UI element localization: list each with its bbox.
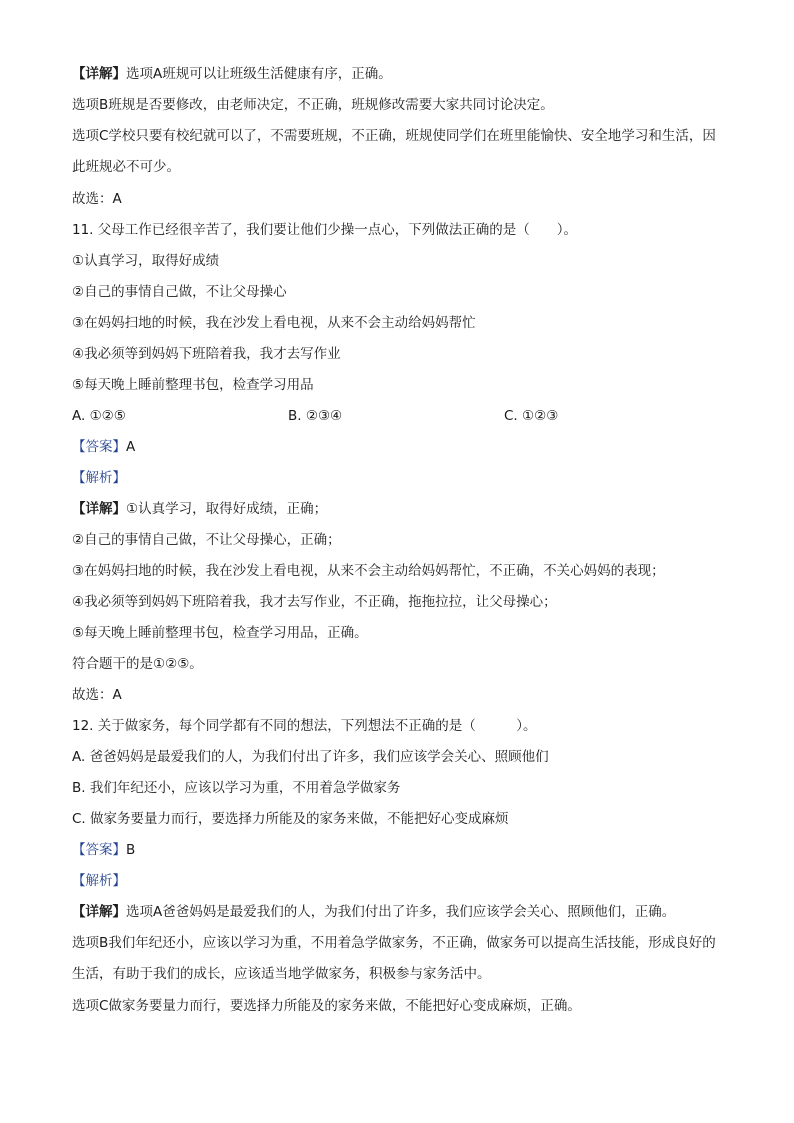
q11-analysis-tag: 【解析】 xyxy=(72,470,126,486)
q12-option-b: B. 我们年纪还小，应该以学习为重，不用着急学做家务 xyxy=(72,780,401,796)
q12-detail-a-text: 选项A爸爸妈妈是最爱我们的人，为我们付出了许多，我们应该学会关心、照顾他们，正确。 xyxy=(126,904,676,920)
q11-answer-value: A xyxy=(126,439,136,455)
q12-option-c: C. 做家务要量力而行，要选择力所能及的家务来做，不能把好心变成麻烦 xyxy=(72,811,509,827)
q12-detail-c: 选项C做家务要量力而行，要选择力所能及的家务来做，不能把好心变成麻烦，正确。 xyxy=(72,998,581,1014)
q11-analysis xyxy=(72,468,722,488)
q11-summary: 符合题干的是①②⑤。 xyxy=(72,656,203,672)
q12-answer xyxy=(72,840,722,860)
q11-choice: 故选：A xyxy=(72,687,122,703)
q11-item-3: ③在妈妈扫地的时候，我在沙发上看电视，从来不会主动给妈妈帮忙 xyxy=(72,315,476,331)
q11-detail-4: ④我必须等到妈妈下班陪着我，我才去写作业，不正确，拖拖拉拉，让父母操心； xyxy=(72,594,557,610)
q11-options xyxy=(72,406,722,426)
q11-option-a: A. ①②⑤ xyxy=(72,408,126,424)
q12-detail-a xyxy=(72,902,722,922)
q12-answer-value: B xyxy=(126,842,136,858)
q10-detail-c: 选项C学校只要有校纪就可以了，不需要班规，不正确，班规使同学们在班里能愉快、安全地学习和生活，因此班规必不可少。 xyxy=(72,128,716,175)
q11-detail-2: ②自己的事情自己做，不让父母操心，正确； xyxy=(72,532,341,548)
q12-option-a: A. 爸爸妈妈是最爱我们的人，为我们付出了许多，我们应该学会关心、照顾他们 xyxy=(72,749,549,765)
q11-answer xyxy=(72,437,722,457)
q10-detail-a-text: 选项A班规可以让班级生活健康有序，正确。 xyxy=(126,66,392,82)
q11-detail-1 xyxy=(72,499,722,519)
q11-option-b: B. ②③④ xyxy=(288,408,343,424)
q11-detail-1-text: ①认真学习，取得好成绩，正确； xyxy=(126,501,328,517)
q10-choice: 故选：A xyxy=(72,191,122,207)
q11-detail-3: ③在妈妈扫地的时候，我在沙发上看电视，从来不会主动给妈妈帮忙，不正确，不关心妈妈的表现； xyxy=(72,563,665,579)
document-page xyxy=(72,64,722,1027)
q11-item-1: ①认真学习，取得好成绩 xyxy=(72,253,220,269)
q12-stem: 12. 关于做家务，每个同学都有不同的想法，下列想法不正确的是（ ）。 xyxy=(72,718,537,734)
q11-answer-tag: 【答案】 xyxy=(72,439,126,455)
q11-stem: 11. 父母工作已经很辛苦了，我们要让他们少操一点心，下列做法正确的是（ ）。 xyxy=(72,222,578,238)
q12-detail-b: 选项B我们年纪还小，应该以学习为重，不用着急学做家务，不正确，做家务可以提高生活技能，形成良好的生活，有助于我们的成长，应该适当地学做家务，积极参与家务活中。 xyxy=(72,935,716,982)
q11-detail-5: ⑤每天晚上睡前整理书包，检查学习用品，正确。 xyxy=(72,625,368,641)
q12-analysis-tag: 【解析】 xyxy=(72,873,126,889)
q11-detail-tag: 【详解】 xyxy=(72,501,126,517)
q10-detail-b: 选项B班规是否要修改，由老师决定，不正确，班规修改需要大家共同讨论决定。 xyxy=(72,97,554,113)
q10-detail-tag: 【详解】 xyxy=(72,66,126,82)
q12-analysis xyxy=(72,871,722,891)
q11-item-2: ②自己的事情自己做，不让父母操心 xyxy=(72,284,287,300)
q12-detail-tag: 【详解】 xyxy=(72,904,126,920)
q12-answer-tag: 【答案】 xyxy=(72,842,126,858)
q11-item-5: ⑤每天晚上睡前整理书包，检查学习用品 xyxy=(72,377,314,393)
q11-item-4: ④我必须等到妈妈下班陪着我，我才去写作业 xyxy=(72,346,341,362)
q10-detail-a xyxy=(72,64,722,84)
q11-option-c: C. ①②③ xyxy=(504,408,559,424)
